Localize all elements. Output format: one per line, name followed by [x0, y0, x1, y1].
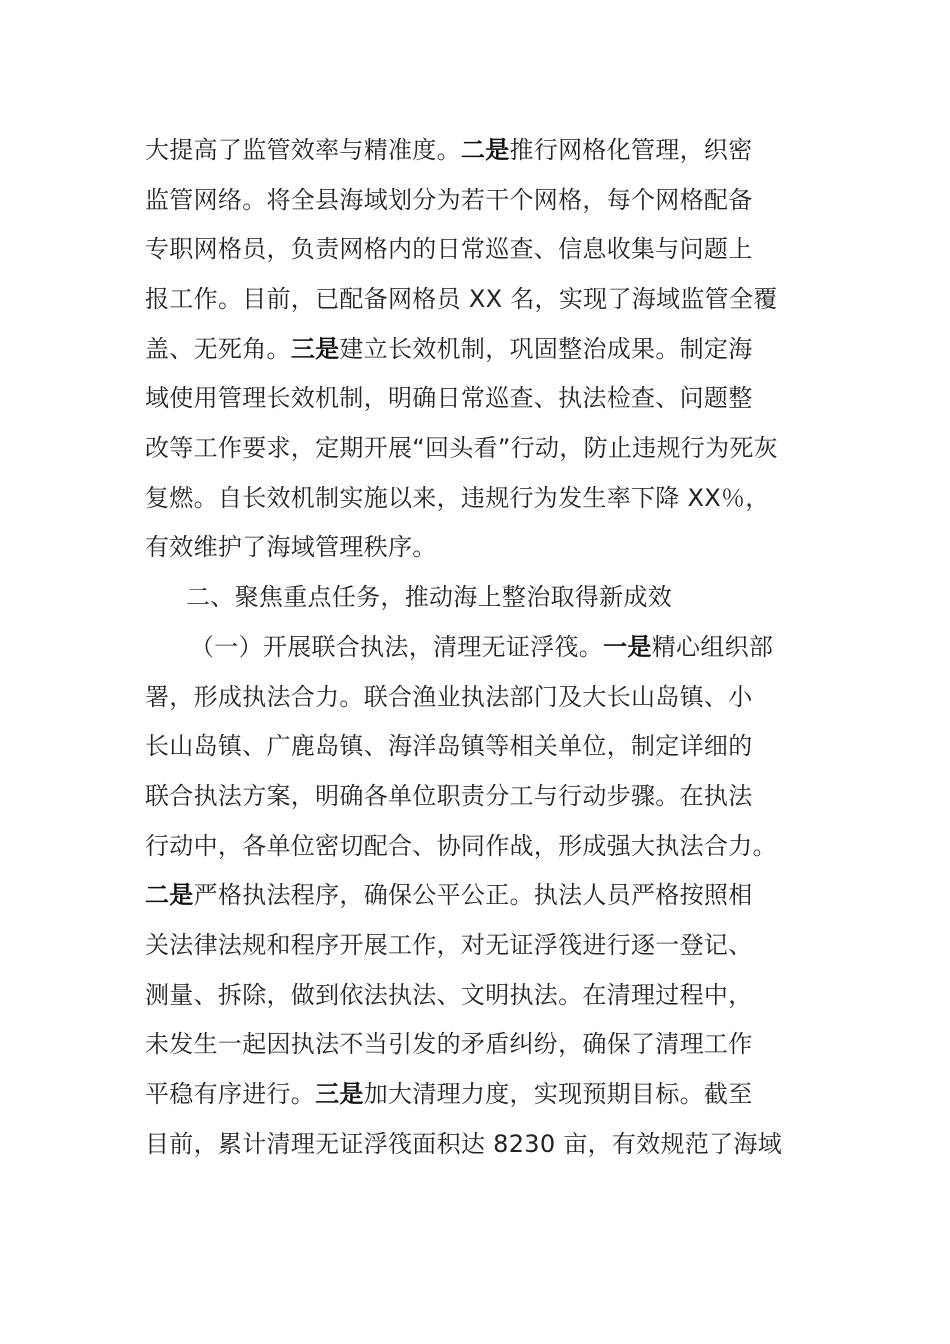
text-line: 目前，累计清理无证浮筏面积达 8230 亩，有效规范了海域: [145, 1130, 783, 1158]
text-line: 盖、无死角。三是建立长效机制，巩固整治成果。制定海: [145, 335, 753, 363]
text-line: 专职网格员，负责网格内的日常巡查、信息收集与问题上: [145, 235, 753, 263]
text-line: 监管网络。将全县海域划分为若干个网格，每个网格配备: [145, 186, 753, 214]
text-line: 长山岛镇、广鹿岛镇、海洋岛镇等相关单位，制定详细的: [145, 732, 753, 760]
text-line: 有效维护了海域管理秩序。: [145, 533, 437, 561]
text-line: 域使用管理长效机制，明确日常巡查、执法检查、问题整: [145, 384, 753, 412]
text-line: 行动中，各单位密切配合、协同作战，形成强大执法合力。: [145, 832, 777, 860]
bold-marker: 二是: [460, 136, 510, 164]
text-line: 平稳有序进行。三是加大清理力度，实现预期目标。截至: [145, 1080, 753, 1108]
text-line: 改等工作要求，定期开展“回头看”行动，防止违规行为死灰: [145, 434, 778, 462]
bold-marker: 三是: [290, 335, 340, 363]
bold-marker: 一是: [603, 633, 652, 661]
text-line: （一）开展联合执法，清理无证浮筏。一是精心组织部: [190, 633, 774, 661]
text-line: 大提高了监管效率与精准度。二是推行网格化管理，织密: [145, 136, 753, 164]
text-line: 关法律法规和程序开展工作，对无证浮筏进行逐一登记、: [145, 931, 753, 959]
text-line: 测量、拆除，做到依法执法、文明执法。在清理过程中，: [145, 981, 753, 1009]
bold-marker: 二是: [145, 881, 194, 909]
bold-marker: 三是: [315, 1080, 364, 1108]
text-line: 二是严格执法程序，确保公平公正。执法人员严格按照相: [145, 881, 753, 909]
section-heading: 二、聚焦重点任务，推动海上整治取得新成效: [186, 583, 672, 611]
text-line: 报工作。目前，已配备网格员 XX 名，实现了海域监管全覆: [145, 285, 778, 313]
text-line: 署，形成执法合力。联合渔业执法部门及大长山岛镇、小: [145, 683, 753, 711]
text-line: 复燃。自长效机制实施以来，违规行为发生率下降 XX％，: [145, 484, 770, 512]
text-line: 未发生一起因执法不当引发的矛盾纠纷，确保了清理工作: [145, 1030, 753, 1058]
text-line: 联合执法方案，明确各单位职责分工与行动步骤。在执法: [145, 782, 753, 810]
